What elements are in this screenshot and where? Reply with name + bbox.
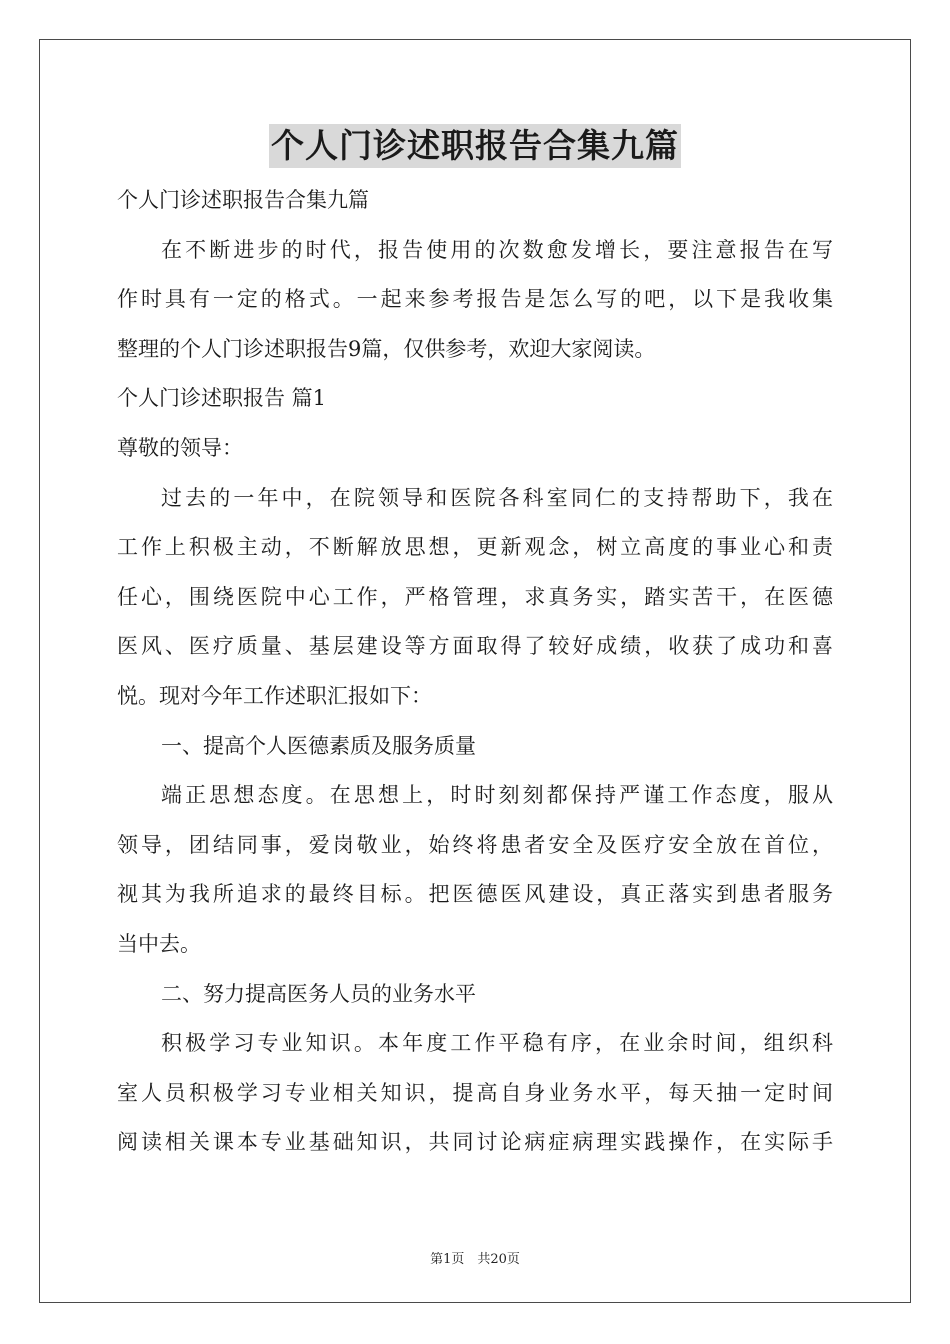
text-line: 悦。现对今年工作述职汇报如下： xyxy=(117,683,432,708)
title-container xyxy=(0,124,950,168)
text-line: 尊敬的领导： xyxy=(117,435,243,460)
text-line: 二、努力提高医务人员的业务水平 xyxy=(161,981,476,1006)
text-line: 室人员积极学习专业相关知识，提高自身业务水平，每天抽一定时间 xyxy=(117,1080,833,1105)
document-body xyxy=(117,176,833,1168)
document-title: 个人门诊述职报告合集九篇 xyxy=(269,124,681,168)
text-line: 整理的个人门诊述职报告9篇，仅供参考，欢迎大家阅读。 xyxy=(117,336,656,361)
text-line: 医风、医疗质量、基层建设等方面取得了较好成绩，收获了成功和喜 xyxy=(117,634,833,659)
text-line: 领导，团结同事，爱岗敬业，始终将患者安全及医疗安全放在首位， xyxy=(117,832,833,857)
text-line: 端正思想态度。在思想上，时时刻刻都保持严谨工作态度，服从 xyxy=(161,783,833,808)
text-line: 过去的一年中，在院领导和医院各科室同仁的支持帮助下，我在 xyxy=(161,485,833,510)
text-line: 在不断进步的时代，报告使用的次数愈发增长，要注意报告在写 xyxy=(161,237,833,262)
text-line: 任心，围绕医院中心工作，严格管理，求真务实，踏实苦干，在医德 xyxy=(117,584,833,609)
text-line: 视其为我所追求的最终目标。把医德医风建设，真正落实到患者服务 xyxy=(117,882,833,907)
text-line: 作时具有一定的格式。一起来参考报告是怎么写的吧，以下是我收集 xyxy=(117,287,833,312)
text-line: 一、提高个人医德素质及服务质量 xyxy=(161,733,476,758)
text-line: 个人门诊述职报告 篇1 xyxy=(117,386,327,411)
page-footer: 第1页 共20页 xyxy=(430,1252,520,1267)
text-line: 当中去。 xyxy=(117,931,201,956)
text-line: 个人门诊述职报告合集九篇 xyxy=(117,188,369,212)
text-line: 阅读相关课本专业基础知识，共同讨论病症病理实践操作，在实际手 xyxy=(117,1130,833,1155)
text-line: 积极学习专业知识。本年度工作平稳有序，在业余时间，组织科 xyxy=(161,1031,833,1056)
text-line: 工作上积极主动，不断解放思想，更新观念，树立高度的事业心和责 xyxy=(117,535,833,560)
